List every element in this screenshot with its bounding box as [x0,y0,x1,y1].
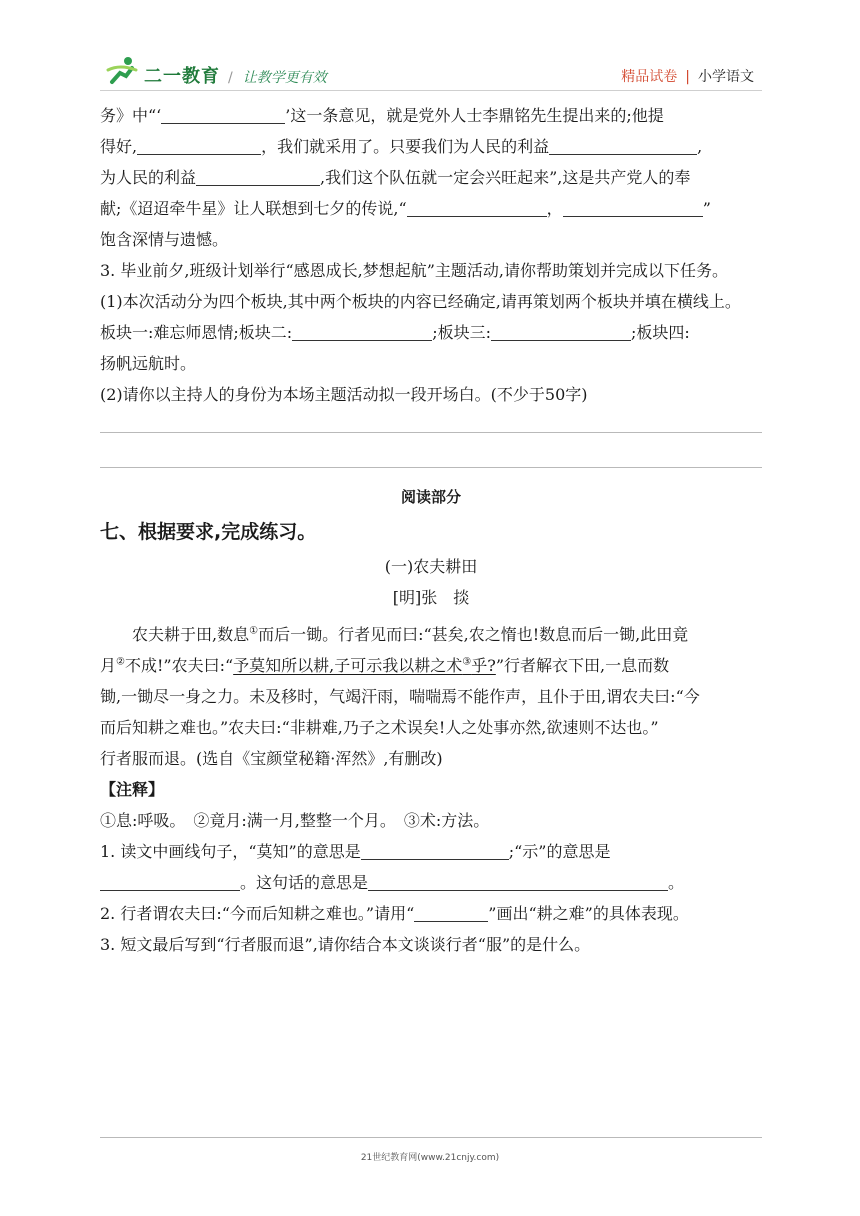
answer-blank[interactable] [161,105,285,124]
answer-blank[interactable] [368,872,668,891]
fill-line-2: 得好, ，我们就采用了。只要我们为人民的利益 , [100,137,703,156]
paper-tag: 精品试卷 [621,69,678,85]
underlined-sentence: 予莫知所以耕,子可示我以耕之术③乎? [233,656,496,675]
answer-blank[interactable] [563,198,703,217]
answer-blank[interactable] [196,167,320,186]
passage-line-3: 锄,一锄尽一身之力。未及移时，气竭汗雨，喘喘焉不能作声，且仆于田,谓农夫曰:“今 [100,687,700,706]
notes: ①息:呼吸。 ②竟月:满一月,整整一个月。 ③术:方法。 [100,811,490,830]
answer-blank[interactable] [491,322,631,341]
q3-sub1: (1)本次活动分为四个板块,其中两个板块的内容已经确定,请再策划两个板块并填在横线上。 [100,292,741,311]
slogan: / 让教学更有效 [228,70,327,86]
passage-author: [明]张 掞 [392,588,470,607]
answer-blank[interactable] [361,841,509,860]
answer-blank[interactable] [100,872,240,891]
question-1-cont: 。这句话的意思是 。 [100,867,762,898]
question-3: 3. 短文最后写到“行者服而退”,请你结合本文谈谈行者“服”的是什么。 [100,935,591,954]
page-footer: 21世纪教育网(www.21cnjy.com) [360,1153,500,1163]
passage-line-4: 而后知耕之难也。”农夫曰:“非耕难,乃子之术误矣!人之处事亦然,欲速则不达也。” [100,718,659,737]
page-content [100,100,762,960]
passage-title: (一)农夫耕田 [384,557,478,576]
passage-line-2: 月②不成!”农夫曰:“予莫知所以耕,子可示我以耕之术③乎?”行者解衣下田,一息而数 [100,656,670,675]
runner-logo-icon [106,56,140,86]
question-title: 七、根据要求,完成练习。 [100,521,317,543]
answer-blank[interactable] [407,198,547,217]
q3-intro: 3. 毕业前夕,班级计划举行“感恩成长,梦想起航”主题活动,请你帮助策划并完成以下任务。 [100,261,728,280]
passage-line-5: 行者服而退。(选自《宝颜堂秘籍·浑然》,有删改) [100,749,443,768]
fill-line-4: 献;《迢迢牵牛星》让人联想到七夕的传说,“ ， ” [100,199,711,218]
section-label: 阅读部分 [400,488,461,506]
q3-blocks: 板块一:难忘师恩情;板块二: ;板块三: ;板块四: [100,323,690,342]
header-right: 精品试卷 | 小学语文 [621,69,754,85]
q3-sub2: (2)请你以主持人的身份为本场主题活动拟一段开场白。(不少于50字) [100,385,588,404]
fill-line-1: 务》中“‘ ’这一条意见，就是党外人士李鼎铭先生提出来的;他提 [100,106,664,125]
header-divider [100,90,762,91]
logo-text: 二一教育 [144,66,220,87]
fill-line-5: 饱含深情与遗憾。 [100,230,229,249]
answer-blank[interactable] [292,322,432,341]
passage-line-1: 农夫耕于田,数息①而后一锄。行者见而曰:“甚矣,农之惰也!数息而后一锄,此田竟 [132,625,689,644]
answer-blank[interactable] [137,136,261,155]
answer-line[interactable] [100,1137,762,1138]
answer-blank[interactable] [414,903,488,922]
answer-blank[interactable] [549,136,697,155]
subject-label: 小学语文 [698,69,754,85]
question-1: 1. 读文中画线句子，“莫知”的意思是 ;“示”的意思是 [100,842,611,861]
notes-heading: 【注释】 [100,780,165,799]
question-2: 2. 行者谓农夫曰:“今而后知耕之难也。”请用“ ”画出“耕之难”的具体表现。 [100,904,689,923]
fill-line-3: 为人民的利益 ,我们这个队伍就一定会兴旺起来”,这是共产党人的奉 [100,168,691,187]
q3-blocks-end: 扬帆远航时。 [100,354,197,373]
page-header [100,54,762,94]
